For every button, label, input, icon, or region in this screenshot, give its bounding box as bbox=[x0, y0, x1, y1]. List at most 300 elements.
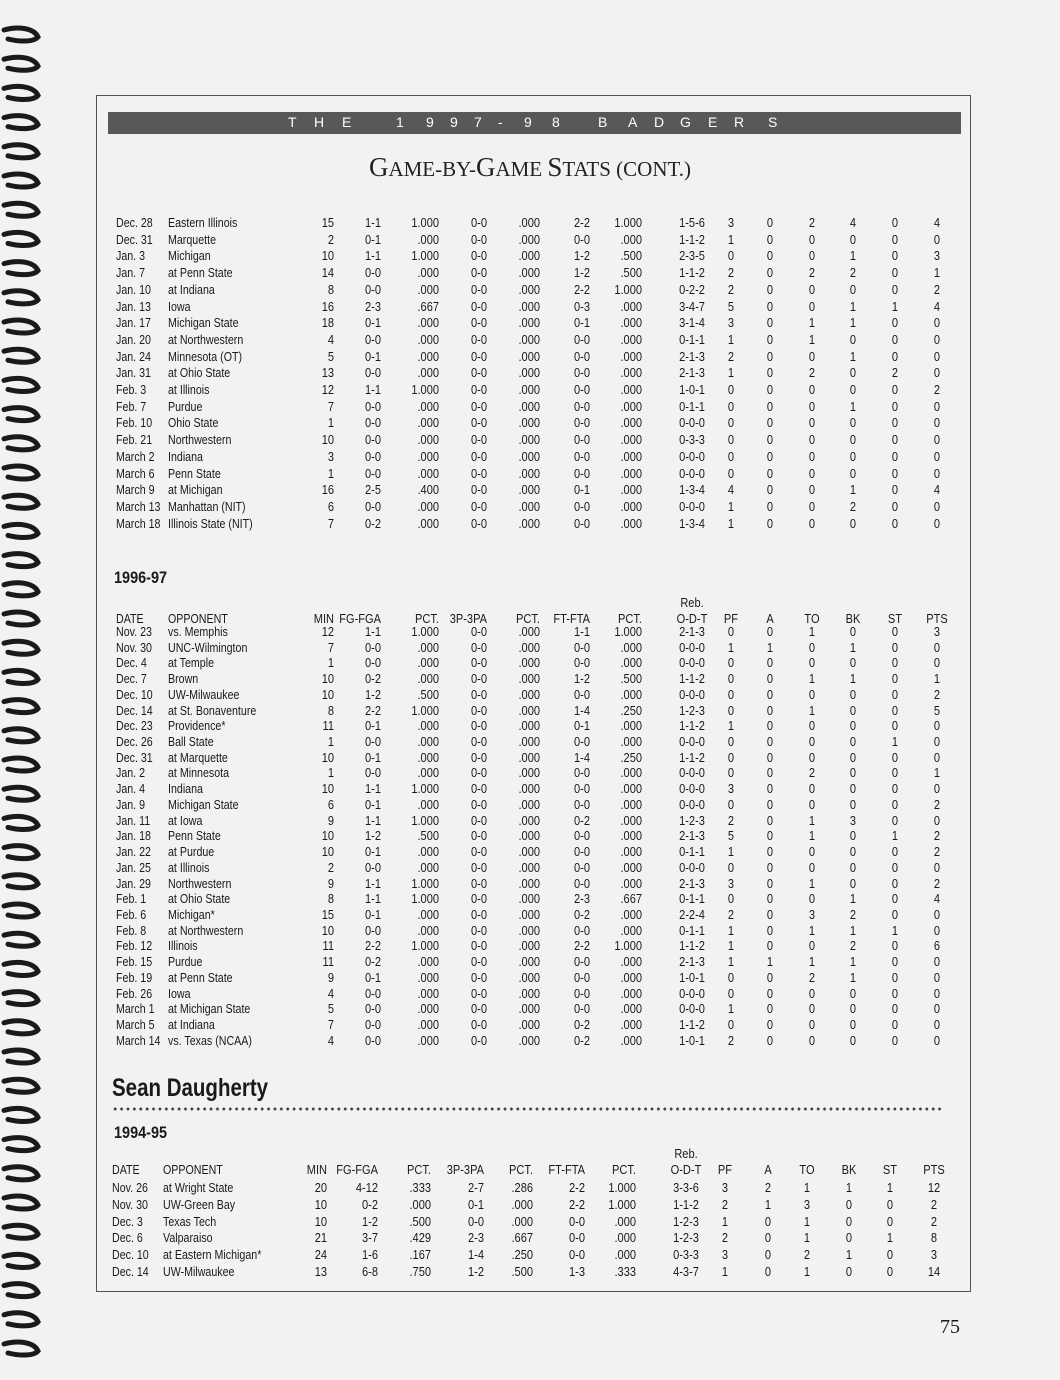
table-cell: 0-0 bbox=[471, 718, 487, 734]
table-cell: 0 bbox=[849, 231, 857, 247]
banner-letter: 9 bbox=[426, 114, 434, 130]
table-cell: 0 bbox=[891, 938, 899, 954]
table-cell: 1 bbox=[327, 765, 334, 781]
table-cell: 0 bbox=[933, 498, 941, 514]
table-cell: Michigan bbox=[168, 248, 211, 264]
table-cell: 0-0 bbox=[471, 985, 487, 1001]
table-cell: 1 bbox=[727, 954, 735, 970]
table-cell: March 1 bbox=[116, 1001, 155, 1017]
table-cell: 1 bbox=[849, 298, 857, 314]
table-cell: .000 bbox=[518, 382, 540, 397]
table-cell: 5 bbox=[933, 702, 941, 718]
banner-letter: R bbox=[734, 114, 745, 130]
dotted-divider bbox=[112, 1106, 944, 1112]
table-cell: 0-0 bbox=[471, 891, 487, 907]
table-cell: 0-2 bbox=[362, 1196, 378, 1212]
banner-letter: B bbox=[598, 114, 608, 130]
table-cell: .000 bbox=[417, 398, 439, 414]
table-cell: .000 bbox=[620, 515, 642, 531]
table-cell: 0 bbox=[886, 1247, 894, 1263]
spiral-coil bbox=[4, 1284, 38, 1297]
table-row bbox=[0, 891, 1060, 907]
table-cell: 1 bbox=[766, 639, 774, 655]
table-cell: 0-3-3 bbox=[673, 1247, 699, 1263]
table-cell: Feb. 1 bbox=[116, 891, 147, 907]
table-cell: 2-1-3 bbox=[679, 828, 705, 844]
table-cell: 0 bbox=[766, 969, 774, 985]
table-cell: Dec. 28 bbox=[116, 215, 153, 230]
table-cell: 2-2 bbox=[365, 938, 381, 954]
column-header: BK bbox=[841, 1162, 857, 1177]
table-cell: 0-1 bbox=[365, 749, 381, 765]
table-row bbox=[0, 282, 1060, 298]
table-cell: .000 bbox=[620, 465, 642, 481]
table-cell: 13 bbox=[314, 1264, 327, 1279]
table-row bbox=[0, 970, 1060, 986]
table-cell: 1-1-2 bbox=[673, 1196, 699, 1212]
table-cell: 2 bbox=[933, 281, 941, 297]
table-cell: 1 bbox=[808, 875, 816, 891]
banner-letter: A bbox=[628, 114, 638, 130]
table-cell: Jan. 10 bbox=[116, 281, 151, 297]
table-cell: 0 bbox=[933, 231, 941, 247]
table-cell: 0-2 bbox=[574, 812, 590, 828]
table-cell: 1-1-2 bbox=[679, 265, 705, 281]
table-cell: .000 bbox=[620, 812, 642, 828]
table-cell: Jan. 9 bbox=[116, 796, 146, 812]
column-header: FG-FGA bbox=[339, 611, 381, 626]
table-cell: Jan. 13 bbox=[116, 298, 151, 314]
table-cell: 3-7 bbox=[362, 1230, 378, 1246]
table-cell: 0-0 bbox=[365, 448, 381, 464]
table-cell: 1-1 bbox=[365, 812, 381, 828]
table-row bbox=[0, 1033, 1060, 1049]
table-cell: .000 bbox=[417, 498, 439, 514]
header-banner bbox=[108, 112, 961, 134]
table-cell: 0-0-0 bbox=[679, 448, 705, 464]
table-cell: 0 bbox=[808, 891, 816, 907]
table-cell: 3 bbox=[849, 812, 857, 828]
table-cell: 0-0 bbox=[574, 655, 590, 671]
table-cell: 0 bbox=[727, 624, 735, 639]
table-cell: 0 bbox=[845, 1230, 853, 1246]
table-cell: 3 bbox=[327, 448, 334, 464]
table-cell: 0-1 bbox=[468, 1196, 484, 1212]
table-cell: 0 bbox=[727, 465, 735, 481]
table-cell: 0-0 bbox=[365, 415, 381, 431]
table-cell: 1 bbox=[727, 938, 735, 954]
spiral-coil bbox=[4, 1108, 38, 1121]
table-cell: 0-0 bbox=[365, 365, 381, 381]
table-cell: 0-0 bbox=[365, 265, 381, 281]
table-cell: .000 bbox=[417, 465, 439, 481]
table-cell: Ohio State bbox=[168, 415, 219, 431]
table-cell: 0-3-3 bbox=[679, 432, 705, 448]
table-cell: 0 bbox=[891, 686, 899, 702]
table-cell: 2 bbox=[808, 265, 816, 281]
table-row bbox=[0, 365, 1060, 381]
table-cell: .250 bbox=[620, 749, 642, 765]
table-cell: 0-0-0 bbox=[679, 655, 705, 671]
table-cell: 0 bbox=[766, 1001, 774, 1017]
table-cell: .000 bbox=[417, 365, 439, 381]
banner-letter: S bbox=[768, 114, 778, 130]
table-row bbox=[0, 718, 1060, 734]
table-cell: .000 bbox=[620, 765, 642, 781]
table-cell: 1-1 bbox=[365, 781, 381, 797]
table-cell: vs. Memphis bbox=[168, 624, 228, 639]
table-cell: 1 bbox=[849, 398, 857, 414]
table-cell: 0-0-0 bbox=[679, 859, 705, 875]
table-cell: 1 bbox=[727, 922, 735, 938]
table-cell: 3 bbox=[727, 875, 735, 891]
table-cell: .000 bbox=[417, 415, 439, 431]
table-cell: 2-1-3 bbox=[679, 365, 705, 381]
table-cell: 0 bbox=[891, 624, 899, 639]
header-row bbox=[0, 1146, 1060, 1162]
table-cell: 0 bbox=[891, 231, 899, 247]
table-cell: Iowa bbox=[168, 298, 191, 314]
table-cell: 0-0 bbox=[574, 875, 590, 891]
table-cell: 0-0 bbox=[471, 515, 487, 531]
table-cell: 6 bbox=[327, 498, 334, 514]
table-cell: .000 bbox=[620, 859, 642, 875]
table-cell: .000 bbox=[614, 1247, 636, 1263]
table-cell: 0-0 bbox=[574, 639, 590, 655]
table-cell: Dec. 31 bbox=[116, 749, 153, 765]
table-cell: 0 bbox=[891, 331, 899, 347]
table-cell: .000 bbox=[518, 906, 540, 922]
table-cell: at Michigan State bbox=[168, 1001, 251, 1017]
table-cell: 0 bbox=[849, 734, 857, 750]
table-cell: 1 bbox=[891, 922, 899, 938]
table-cell: 0 bbox=[849, 781, 857, 797]
table-cell: .000 bbox=[620, 796, 642, 812]
table-cell: 1-2-3 bbox=[673, 1230, 699, 1246]
table-cell: 0-0 bbox=[471, 498, 487, 514]
table-cell: 0 bbox=[766, 515, 774, 531]
table-cell: 0 bbox=[808, 718, 816, 734]
table-cell: 0-0 bbox=[471, 796, 487, 812]
table-cell: Dec. 31 bbox=[116, 231, 153, 247]
table-cell: 0 bbox=[766, 765, 774, 781]
table-cell: .000 bbox=[417, 859, 439, 875]
table-cell: 12 bbox=[321, 382, 334, 397]
table-cell: Feb. 19 bbox=[116, 969, 153, 985]
table-cell: 0-0 bbox=[471, 265, 487, 281]
table-cell: 0 bbox=[766, 938, 774, 954]
table-cell: Jan. 25 bbox=[116, 859, 151, 875]
table-cell: 2-2 bbox=[574, 281, 590, 297]
table-cell: .000 bbox=[620, 875, 642, 891]
table-cell: Jan. 7 bbox=[116, 265, 146, 281]
table-cell: 1-1 bbox=[365, 382, 381, 397]
table-cell: 0 bbox=[764, 1247, 772, 1263]
table-cell: 1 bbox=[849, 969, 857, 985]
table-cell: 0-0 bbox=[574, 498, 590, 514]
table-cell: 1.000 bbox=[411, 248, 439, 264]
table-cell: 0-0 bbox=[471, 365, 487, 381]
column-header: MIN bbox=[306, 1162, 327, 1177]
column-header: PTS bbox=[923, 1162, 945, 1177]
table-cell: .000 bbox=[518, 954, 540, 970]
table-cell: .000 bbox=[518, 875, 540, 891]
table-cell: 0-0 bbox=[569, 1247, 585, 1263]
table-row bbox=[0, 781, 1060, 797]
banner-letter: G bbox=[680, 114, 691, 130]
table-cell: 1 bbox=[886, 1180, 894, 1195]
table-cell: 0 bbox=[808, 281, 816, 297]
table-cell: 0 bbox=[891, 812, 899, 828]
table-cell: 1 bbox=[808, 812, 816, 828]
table-cell: .000 bbox=[518, 298, 540, 314]
table-cell: 2-2 bbox=[574, 215, 590, 230]
table-cell: 0-0 bbox=[471, 765, 487, 781]
table-row bbox=[0, 907, 1060, 923]
table-cell: .000 bbox=[417, 985, 439, 1001]
table-cell: Ball State bbox=[168, 734, 214, 750]
table-cell: 1-3-4 bbox=[679, 515, 705, 531]
table-cell: .500 bbox=[620, 265, 642, 281]
table-cell: 2 bbox=[930, 1213, 938, 1229]
table-cell: 4-12 bbox=[355, 1180, 378, 1195]
table-cell: Jan. 3 bbox=[116, 248, 146, 264]
table-cell: at St. Bonaventure bbox=[168, 702, 257, 718]
table-cell: at Indiana bbox=[168, 281, 215, 297]
table-cell: .000 bbox=[518, 922, 540, 938]
table-cell: 0 bbox=[891, 415, 899, 431]
table-cell: 1 bbox=[721, 1264, 729, 1279]
table-cell: 0 bbox=[727, 686, 735, 702]
table-cell: .000 bbox=[518, 365, 540, 381]
table-cell: 0-0 bbox=[471, 749, 487, 765]
table-cell: 2 bbox=[808, 365, 816, 381]
table-cell: Feb. 7 bbox=[116, 398, 147, 414]
table-cell: 0-0 bbox=[574, 844, 590, 860]
table-cell: 2 bbox=[727, 265, 735, 281]
table-cell: 0 bbox=[766, 465, 774, 481]
table-cell: .000 bbox=[417, 432, 439, 448]
table-cell: .250 bbox=[620, 702, 642, 718]
table-cell: 0 bbox=[727, 765, 735, 781]
table-cell: .000 bbox=[417, 515, 439, 531]
table-cell: 1 bbox=[891, 298, 899, 314]
table-cell: 1.000 bbox=[411, 624, 439, 639]
table-cell: 1 bbox=[803, 1213, 811, 1229]
table-cell: 1-2 bbox=[468, 1264, 484, 1279]
banner-letter: T bbox=[288, 114, 297, 130]
table-cell: 0 bbox=[766, 796, 774, 812]
table-cell: 0-1 bbox=[365, 796, 381, 812]
table-cell: 0 bbox=[808, 432, 816, 448]
table-cell: .500 bbox=[417, 686, 439, 702]
table-cell: Feb. 12 bbox=[116, 938, 153, 954]
table-row bbox=[0, 797, 1060, 813]
table-cell: 0-0 bbox=[471, 686, 487, 702]
table-cell: .000 bbox=[620, 331, 642, 347]
table-cell: 0-0 bbox=[365, 331, 381, 347]
table-row bbox=[0, 349, 1060, 365]
table-row bbox=[0, 687, 1060, 703]
table-cell: 1-2 bbox=[574, 671, 590, 687]
table-cell: 2-7 bbox=[468, 1180, 484, 1195]
table-cell: 0-0-0 bbox=[679, 686, 705, 702]
table-cell: 0 bbox=[933, 781, 941, 797]
table-cell: 2-2 bbox=[574, 938, 590, 954]
table-cell: 2-2 bbox=[569, 1180, 585, 1195]
table-cell: 2-1-3 bbox=[679, 954, 705, 970]
table-cell: at Ohio State bbox=[168, 891, 231, 907]
table-cell: 1-1-2 bbox=[679, 718, 705, 734]
table-row bbox=[0, 813, 1060, 829]
table-cell: 0 bbox=[766, 812, 774, 828]
table-cell: .000 bbox=[620, 686, 642, 702]
table-cell: 0 bbox=[766, 298, 774, 314]
table-cell: 16 bbox=[321, 298, 334, 314]
table-row bbox=[0, 640, 1060, 656]
table-cell: 1 bbox=[891, 828, 899, 844]
table-cell: 0-0 bbox=[471, 281, 487, 297]
table-cell: at Purdue bbox=[168, 844, 215, 860]
table-cell: .667 bbox=[620, 891, 642, 907]
table-cell: 0 bbox=[766, 498, 774, 514]
table-cell: 0-0 bbox=[471, 875, 487, 891]
table-cell: 0 bbox=[766, 265, 774, 281]
table-cell: 0 bbox=[727, 382, 735, 397]
table-cell: 9 bbox=[327, 812, 334, 828]
table-cell: 0-0 bbox=[365, 1017, 381, 1032]
table-cell: 0 bbox=[845, 1213, 853, 1229]
table-cell: 0 bbox=[727, 749, 735, 765]
table-row bbox=[0, 655, 1060, 671]
table-cell: 1 bbox=[849, 954, 857, 970]
table-cell: 0-0 bbox=[471, 215, 487, 230]
table-cell: 0 bbox=[891, 382, 899, 397]
table-cell: 1-1-2 bbox=[679, 231, 705, 247]
table-cell: at Eastern Michigan* bbox=[163, 1247, 262, 1263]
table-cell: 0 bbox=[808, 686, 816, 702]
table-cell: Jan. 18 bbox=[116, 828, 151, 844]
table-cell: .000 bbox=[417, 639, 439, 655]
table-row bbox=[0, 265, 1060, 281]
table-cell: 0 bbox=[727, 985, 735, 1001]
table-cell: 0-0 bbox=[574, 734, 590, 750]
table-cell: 1-0-1 bbox=[679, 969, 705, 985]
table-cell: Indiana bbox=[168, 448, 203, 464]
table-row bbox=[0, 765, 1060, 781]
table-cell: 0-0 bbox=[365, 398, 381, 414]
table-cell: 0 bbox=[766, 331, 774, 347]
table-cell: .000 bbox=[614, 1230, 636, 1246]
table-cell: 0 bbox=[766, 415, 774, 431]
table-cell: 0 bbox=[766, 482, 774, 498]
table-cell: 4 bbox=[327, 1032, 334, 1048]
table-cell: 1 bbox=[845, 1180, 853, 1195]
table-cell: 1-4 bbox=[574, 702, 590, 718]
table-cell: 3-4-7 bbox=[679, 298, 705, 314]
table-cell: 1 bbox=[766, 954, 774, 970]
table-cell: 1 bbox=[803, 1264, 811, 1279]
table-cell: 2 bbox=[327, 231, 334, 247]
table-cell: March 9 bbox=[116, 482, 155, 498]
table-cell: 2-3 bbox=[468, 1230, 484, 1246]
table-cell: .000 bbox=[620, 432, 642, 448]
table-cell: at Penn State bbox=[168, 969, 233, 985]
table-cell: 0 bbox=[766, 281, 774, 297]
table-cell: Dec. 10 bbox=[116, 686, 153, 702]
table-cell: .000 bbox=[518, 1032, 540, 1048]
table-cell: 24 bbox=[314, 1247, 327, 1263]
table-cell: 0-0 bbox=[365, 922, 381, 938]
table-cell: Illinois State (NIT) bbox=[168, 515, 253, 531]
table-cell: 0-0 bbox=[574, 1001, 590, 1017]
table-cell: 4 bbox=[327, 331, 334, 347]
table-cell: 0 bbox=[891, 655, 899, 671]
spiral-coil bbox=[4, 583, 38, 596]
table-cell: 2 bbox=[933, 796, 941, 812]
table-cell: 0-0 bbox=[574, 382, 590, 397]
column-header: BK bbox=[845, 611, 861, 626]
table-cell: 0-0 bbox=[471, 938, 487, 954]
table-cell: 0 bbox=[766, 718, 774, 734]
table-cell: Dec. 10 bbox=[112, 1247, 149, 1263]
table-cell: 3 bbox=[727, 781, 735, 797]
table-cell: .250 bbox=[511, 1247, 533, 1263]
table-cell: .000 bbox=[620, 415, 642, 431]
table-cell: 0 bbox=[933, 639, 941, 655]
table-cell: 2 bbox=[727, 1032, 735, 1048]
table-cell: .000 bbox=[620, 231, 642, 247]
table-cell: 11 bbox=[322, 718, 334, 734]
table-cell: Providence* bbox=[168, 718, 226, 734]
table-cell: 8 bbox=[930, 1230, 938, 1246]
banner-letter: E bbox=[342, 114, 352, 130]
table-cell: .000 bbox=[620, 1017, 642, 1032]
table-cell: 0 bbox=[727, 734, 735, 750]
column-header: DATE bbox=[116, 611, 144, 626]
column-header: 3P-3PA bbox=[449, 611, 487, 626]
table-cell: 16 bbox=[321, 482, 334, 498]
table-cell: 0-0 bbox=[574, 922, 590, 938]
table-cell: 0-0 bbox=[471, 482, 487, 498]
table-cell: Jan. 11 bbox=[116, 812, 151, 828]
table-cell: 2 bbox=[933, 686, 941, 702]
banner-letter: 9 bbox=[450, 114, 458, 130]
table-cell: 0-1 bbox=[365, 969, 381, 985]
table-cell: .000 bbox=[417, 749, 439, 765]
header-row bbox=[0, 595, 1060, 611]
table-cell: 6 bbox=[933, 938, 941, 954]
column-header: PCT. bbox=[612, 1162, 636, 1177]
table-cell: 0 bbox=[933, 859, 941, 875]
table-cell: 0-0-0 bbox=[679, 734, 705, 750]
table-cell: .000 bbox=[417, 906, 439, 922]
table-cell: 0 bbox=[849, 859, 857, 875]
table-cell: 0 bbox=[849, 1032, 857, 1048]
table-cell: 18 bbox=[321, 315, 334, 331]
table-cell: 2-1-3 bbox=[679, 875, 705, 891]
table-cell: at Indiana bbox=[168, 1017, 215, 1032]
table-row bbox=[0, 482, 1060, 498]
table-cell: 21 bbox=[314, 1230, 327, 1246]
table-cell: 12 bbox=[321, 624, 334, 639]
table-cell: 0 bbox=[891, 796, 899, 812]
table-cell: 2 bbox=[327, 859, 334, 875]
table-cell: 0-0 bbox=[365, 432, 381, 448]
table-row bbox=[0, 986, 1060, 1002]
table-cell: 0 bbox=[891, 281, 899, 297]
banner-letter: 7 bbox=[474, 114, 482, 130]
